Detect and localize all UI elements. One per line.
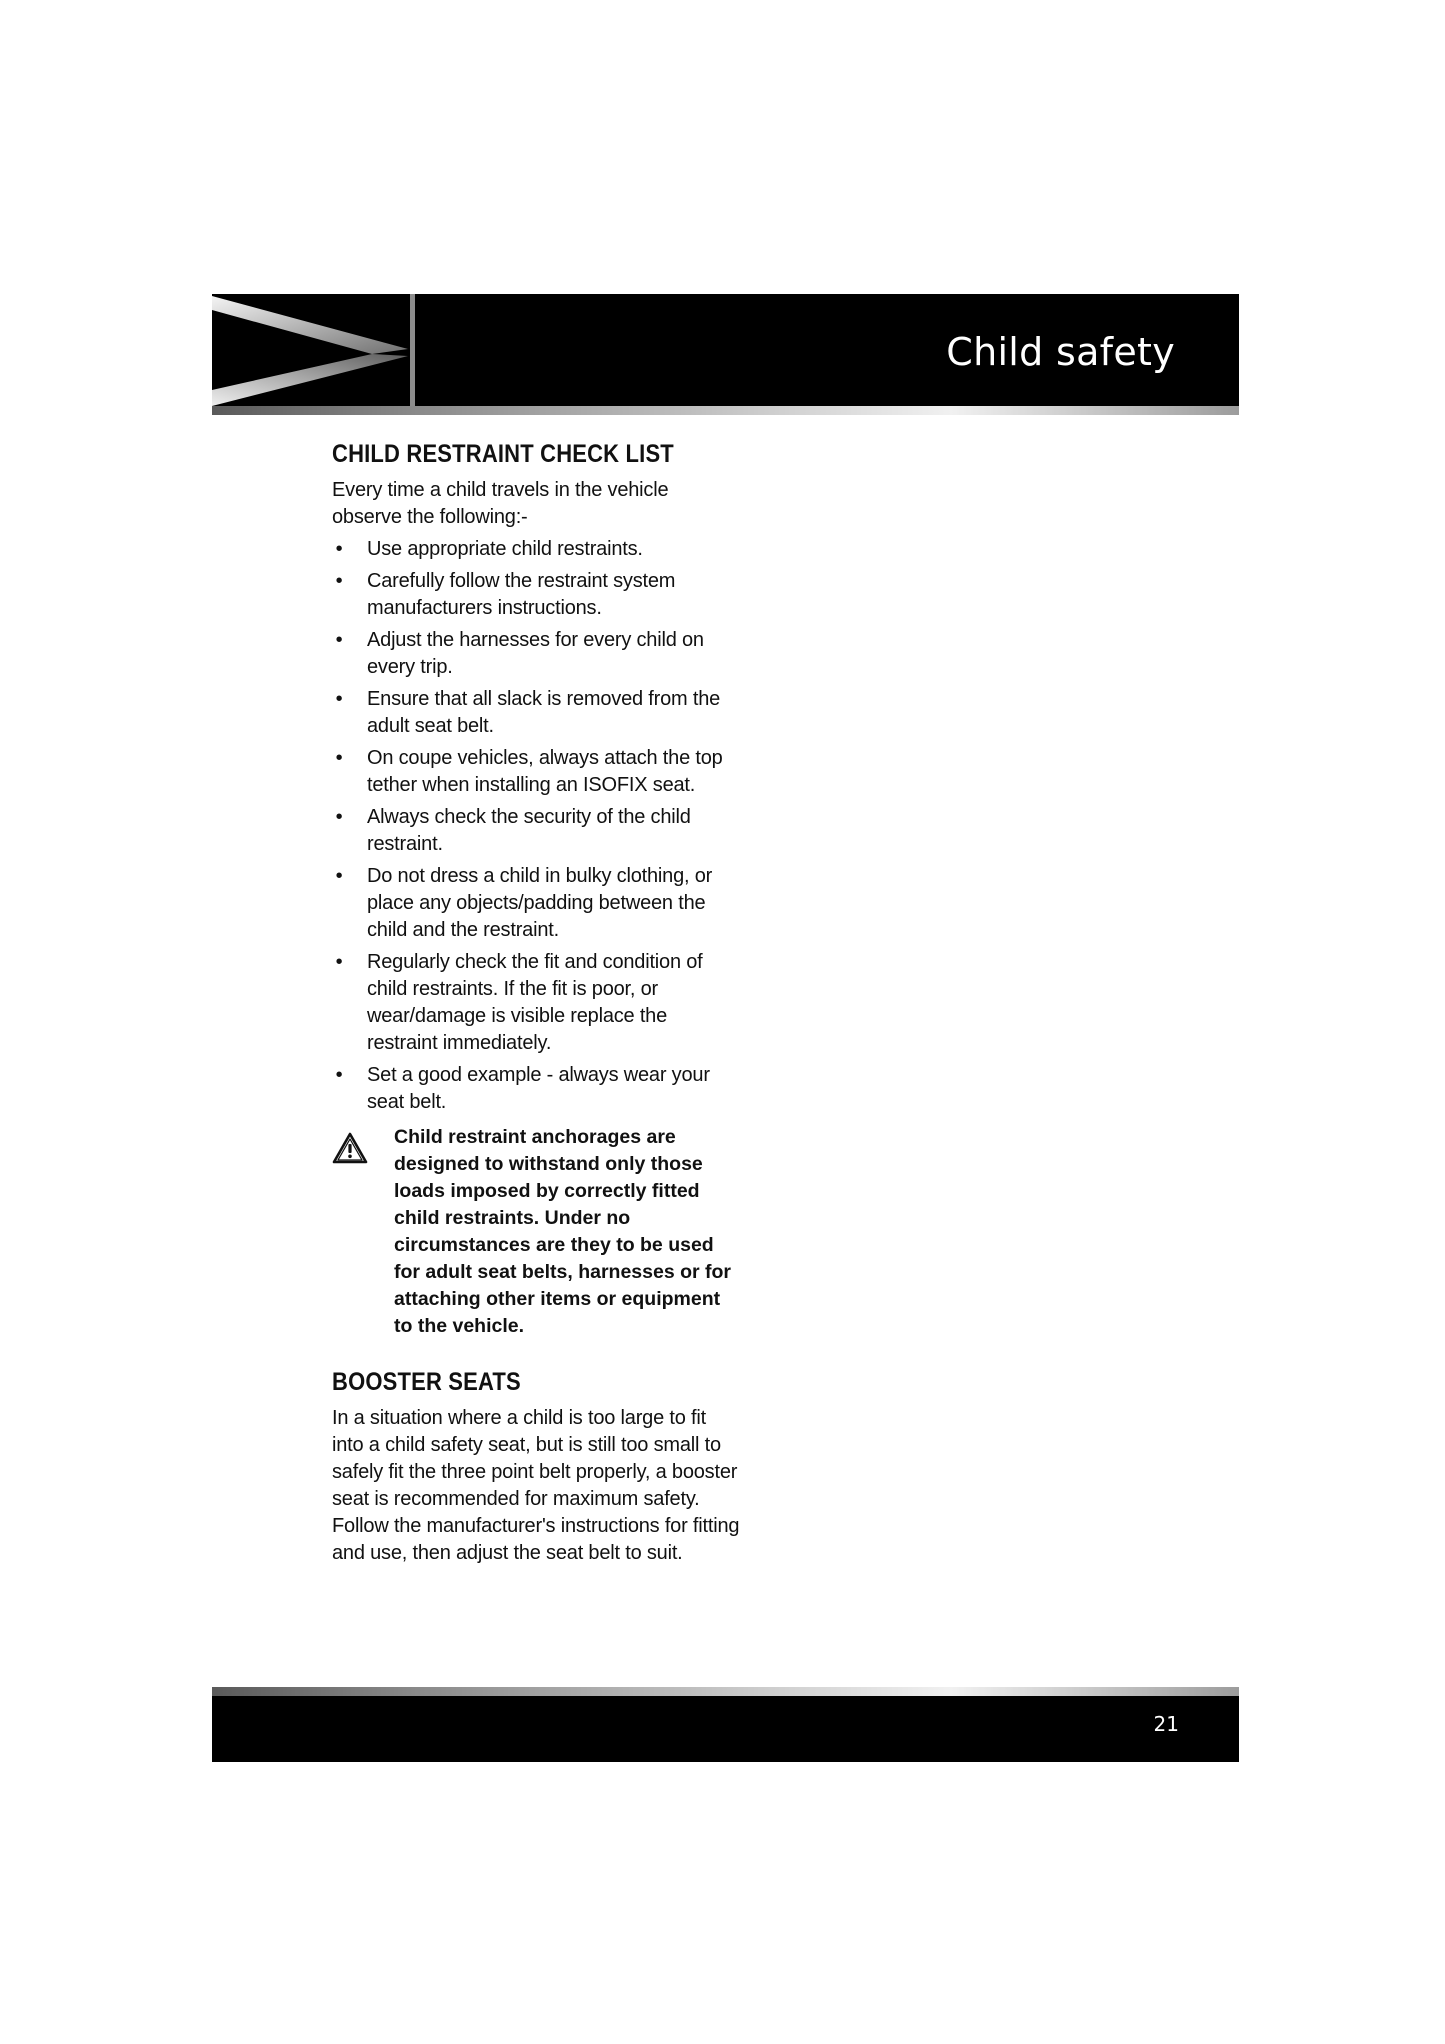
list-item: [332, 568, 742, 622]
bullet: •: [335, 951, 343, 973]
list-item: [332, 627, 742, 681]
bullet: •: [335, 629, 343, 651]
list-item: [332, 1062, 742, 1116]
warning-box: [332, 1124, 742, 1340]
list-item-text: Ensure that all slack is removed from the adult seat belt.: [367, 688, 721, 737]
bullet: •: [335, 538, 343, 560]
list-item: [332, 536, 742, 563]
bullet: •: [335, 747, 343, 769]
page-number: 21: [1153, 1712, 1179, 1736]
list-item: [332, 804, 742, 858]
list-item-text: Carefully follow the restraint system manufacturers instructions.: [367, 570, 676, 619]
list-item: [332, 949, 742, 1057]
list-item-text: On coupe vehicles, always attach the top tether when installing an ISOFIX seat.: [367, 747, 723, 796]
list-item-text: Set a good example - always wear your seat belt.: [367, 1064, 710, 1113]
bullet: •: [335, 1064, 343, 1086]
bullet: •: [335, 688, 343, 710]
list-item-text: Do not dress a child in bulky clothing, or place any objects/padding between the child and the restraint.: [367, 865, 713, 941]
footer-band: [212, 1696, 1239, 1762]
warning-triangle-icon: [332, 1132, 368, 1164]
chevron-logo-icon: [212, 294, 418, 406]
list-item-text: Always check the security of the child restraint.: [367, 806, 691, 855]
booster-heading: BOOSTER SEATS: [332, 1368, 521, 1396]
list-item-text: Regularly check the fit and condition of child restraints. If the fit is poor, or wear/damage is visible replace the restraint immediately.: [367, 951, 703, 1054]
section-title: Child safety: [946, 330, 1175, 374]
list-item: [332, 745, 742, 799]
checklist-heading: CHILD RESTRAINT CHECK LIST: [332, 440, 674, 468]
list-item: [332, 686, 742, 740]
list-item-text: Use appropriate child restraints.: [367, 538, 643, 560]
warning-text: Child restraint anchorages are designed to withstand only those loads imposed by correctly fitted child restraints. Under no circumstances are they to be used for adult seat belts, harnesses or for attaching other items or equipment to the vehicle.: [394, 1126, 732, 1337]
booster-text: In a situation where a child is too large to fit into a child safety seat, but is still too small to safely fit the three point belt properly, a booster seat is recommended for maximum safety. Follow the manufacturer's instructions for fitting and use, then adjust the seat belt to suit.: [332, 1407, 740, 1564]
header-divider: [212, 406, 1239, 415]
list-item-text: Adjust the harnesses for every child on every trip.: [367, 629, 704, 678]
bullet: •: [335, 570, 343, 592]
header-band: [212, 294, 1239, 406]
footer-divider: [212, 1687, 1239, 1696]
checklist-intro: Every time a child travels in the vehicle observe the following:-: [332, 479, 669, 528]
bullet: •: [335, 865, 343, 887]
list-item: [332, 863, 742, 944]
bullet: •: [335, 806, 343, 828]
main-content: [332, 440, 742, 1567]
checklist: [332, 536, 742, 1116]
